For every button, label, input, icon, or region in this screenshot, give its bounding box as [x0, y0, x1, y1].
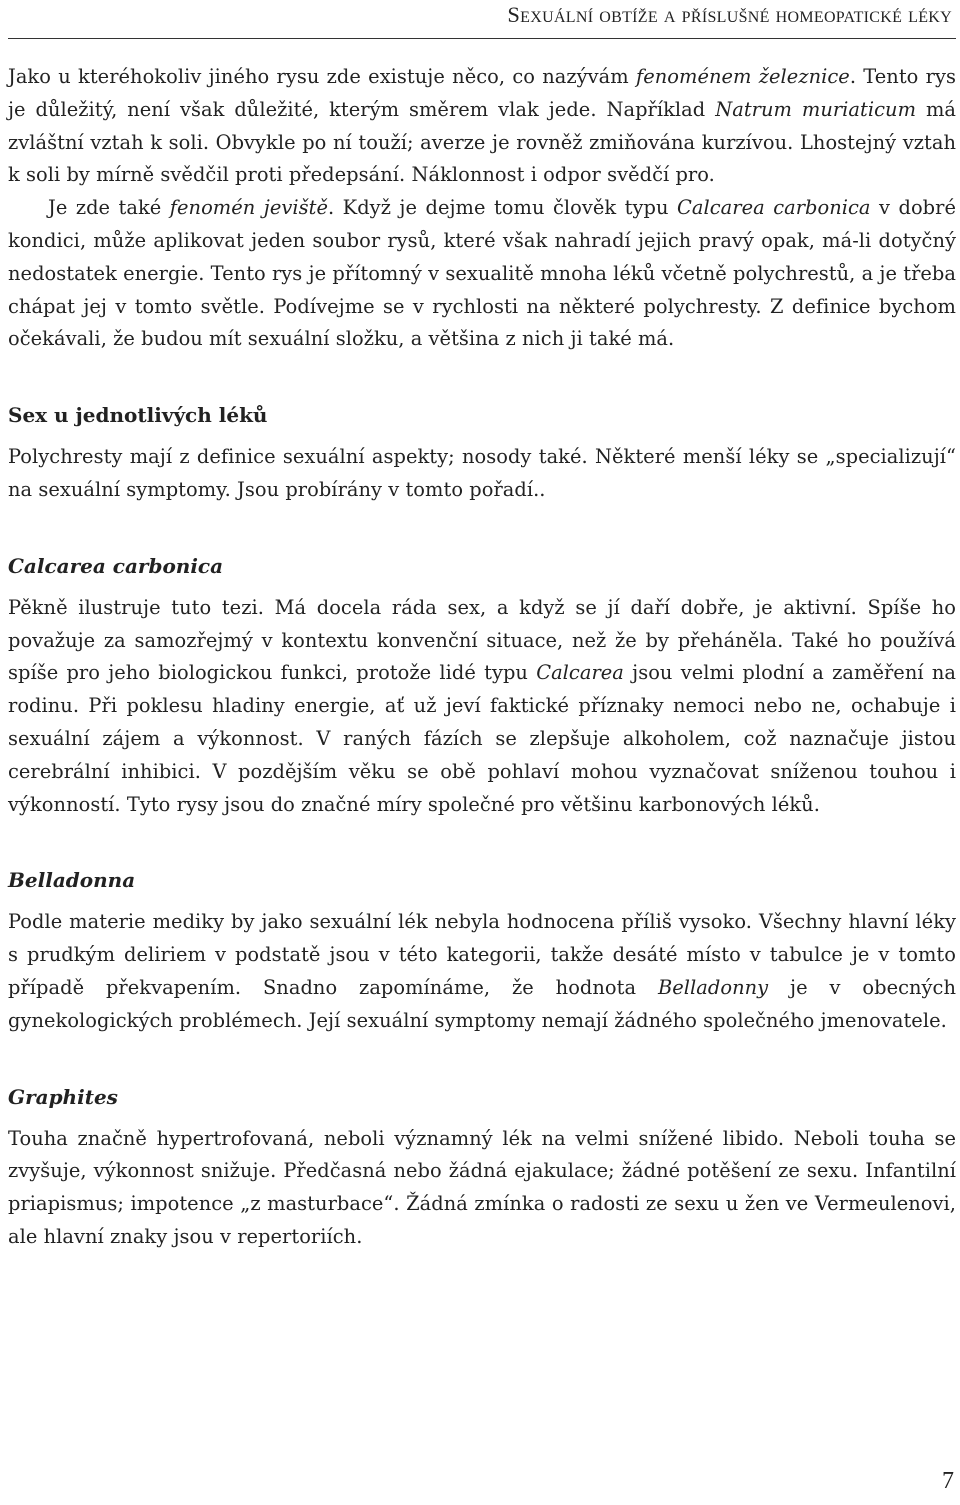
intro-p1-text-a: Jako u kteréhokoliv jiného rysu zde existuje něco, co nazývám	[8, 65, 636, 88]
spacer	[8, 507, 956, 550]
intro-p1-emphasis-1: fenoménem železnice	[636, 65, 850, 88]
running-head: Sexuální obtíže a příslušné homeopatické léky	[507, 2, 952, 27]
spacer	[8, 821, 956, 864]
spacer	[8, 356, 956, 399]
intro-p1-text-c: má zvláštní vztah k soli. Obvykle po ní touží; averze je rovněž zmiňována kurzívou. Lhostejný vztah k soli by mírně svědčil proti předepsání. Náklonnost i odpor svědčí pro.	[8, 97, 956, 187]
intro-p2-text-a: Je zde také	[48, 196, 170, 220]
section-heading-belladonna: Belladonna	[8, 868, 136, 893]
section-belladonna-paragraph	[8, 906, 956, 1037]
section-heading-graphites: Graphites	[8, 1084, 118, 1109]
section-heading-sex: Sex u jednotlivých léků	[8, 403, 268, 428]
section-calcarea-paragraph	[8, 592, 956, 822]
spacer	[8, 1038, 956, 1081]
page-number: 7	[942, 1468, 954, 1494]
intro-p2-text-b: . Když je dejme tomu člověk typu	[328, 196, 677, 220]
section-graphites-paragraph: Touha značně hypertrofovaná, neboli významný lék na velmi snížené libido. Neboli touha se zvyšuje, výkonnost snižuje. Předčasná nebo žádná ejakulace; žádné potěšení ze sexu. Infantilní priapismus; impotence „z masturbace“. Žádná zmínka o radosti ze sexu u žen ve Vermeulenovi, ale hlavní znaky jsou v repertoriích.	[8, 1126, 956, 1248]
intro-paragraph-2	[8, 192, 956, 356]
section-heading-calcarea: Calcarea carbonica	[8, 553, 224, 578]
intro-p2-text-c: v dobré kondici, může aplikovat jeden soubor rysů, které však nahradí jejich pravý opak, má-li dotyčný nedostatek energie. Tento rys je přítomný v sexualitě mnoha léků včetně polychrestů, a je třeba chápat jej v tomto světle. Podívejme se v rychlosti na některé polychresty. Z definice bychom očekávali, že budou mít sexuální složku, a většina z nich ji také má.	[8, 196, 956, 351]
spacer	[8, 1113, 956, 1123]
page-content	[8, 61, 956, 1254]
belladonna-emphasis: Belladonny	[657, 975, 769, 999]
spacer	[8, 896, 956, 906]
intro-p2-emphasis-1: fenomén jeviště	[169, 196, 328, 220]
intro-p1-text-b: . Tento rys je důležitý, není však důležité, kterým směrem vlak jede. Například	[8, 65, 956, 121]
calcarea-text-b: jsou velmi plodní a zaměření na rodinu. Při poklesu hladiny energie, ať už jeví faktické příznaky nemoci nebo ne, ochabuje i sexuální zájem a výkonnost. V raných fázích se zlepšuje alkoholem, což naznačuje jistou cerebrální inhibici. V pozdějším věku se obě pohlaví mohou vyznačovat sníženou touhou i výkonností. Tyto rysy jsou do značné míry společné pro většinu karbonových léků.	[8, 661, 956, 816]
section-sex-paragraph: Polychresty mají z definice sexuální aspekty; nosody také. Některé menší léky se „specializují“ na sexuální symptomy. Jsou probírány v tomto pořadí..	[8, 445, 956, 501]
belladonna-text-b: je v obecných gynekologických problémech. Její sexuální symptomy nemají žádného společného jmenovatele.	[8, 975, 956, 1032]
intro-p2-emphasis-2: Calcarea carbonica	[677, 196, 871, 220]
calcarea-emphasis: Calcarea	[536, 661, 624, 685]
spacer	[8, 431, 956, 441]
calcarea-text-a: Pěkně ilustruje tuto tezi. Má docela ráda sex, a když se jí daří dobře, je aktivní. Spíše ho považuje za samozřejmý v kontextu konvenční situace, než že by přeháněla. Také ho používá spíše pro jeho biologickou funkci, protože lidé typu	[8, 595, 956, 685]
spacer	[8, 582, 956, 592]
header-rule	[8, 38, 956, 39]
intro-paragraph-1	[8, 61, 956, 192]
intro-p1-emphasis-2: Natrum muriaticum	[715, 97, 917, 121]
belladonna-text-a: Podle materie mediky by jako sexuální lék nebyla hodnocena příliš vysoko. Všechny hlavní léky s prudkým deliriem v podstatě jsou v této kategorii, takže desáté místo v tabulce je v tomto případě překvapením. Snadno zapomínáme, že hodnota	[8, 910, 956, 999]
